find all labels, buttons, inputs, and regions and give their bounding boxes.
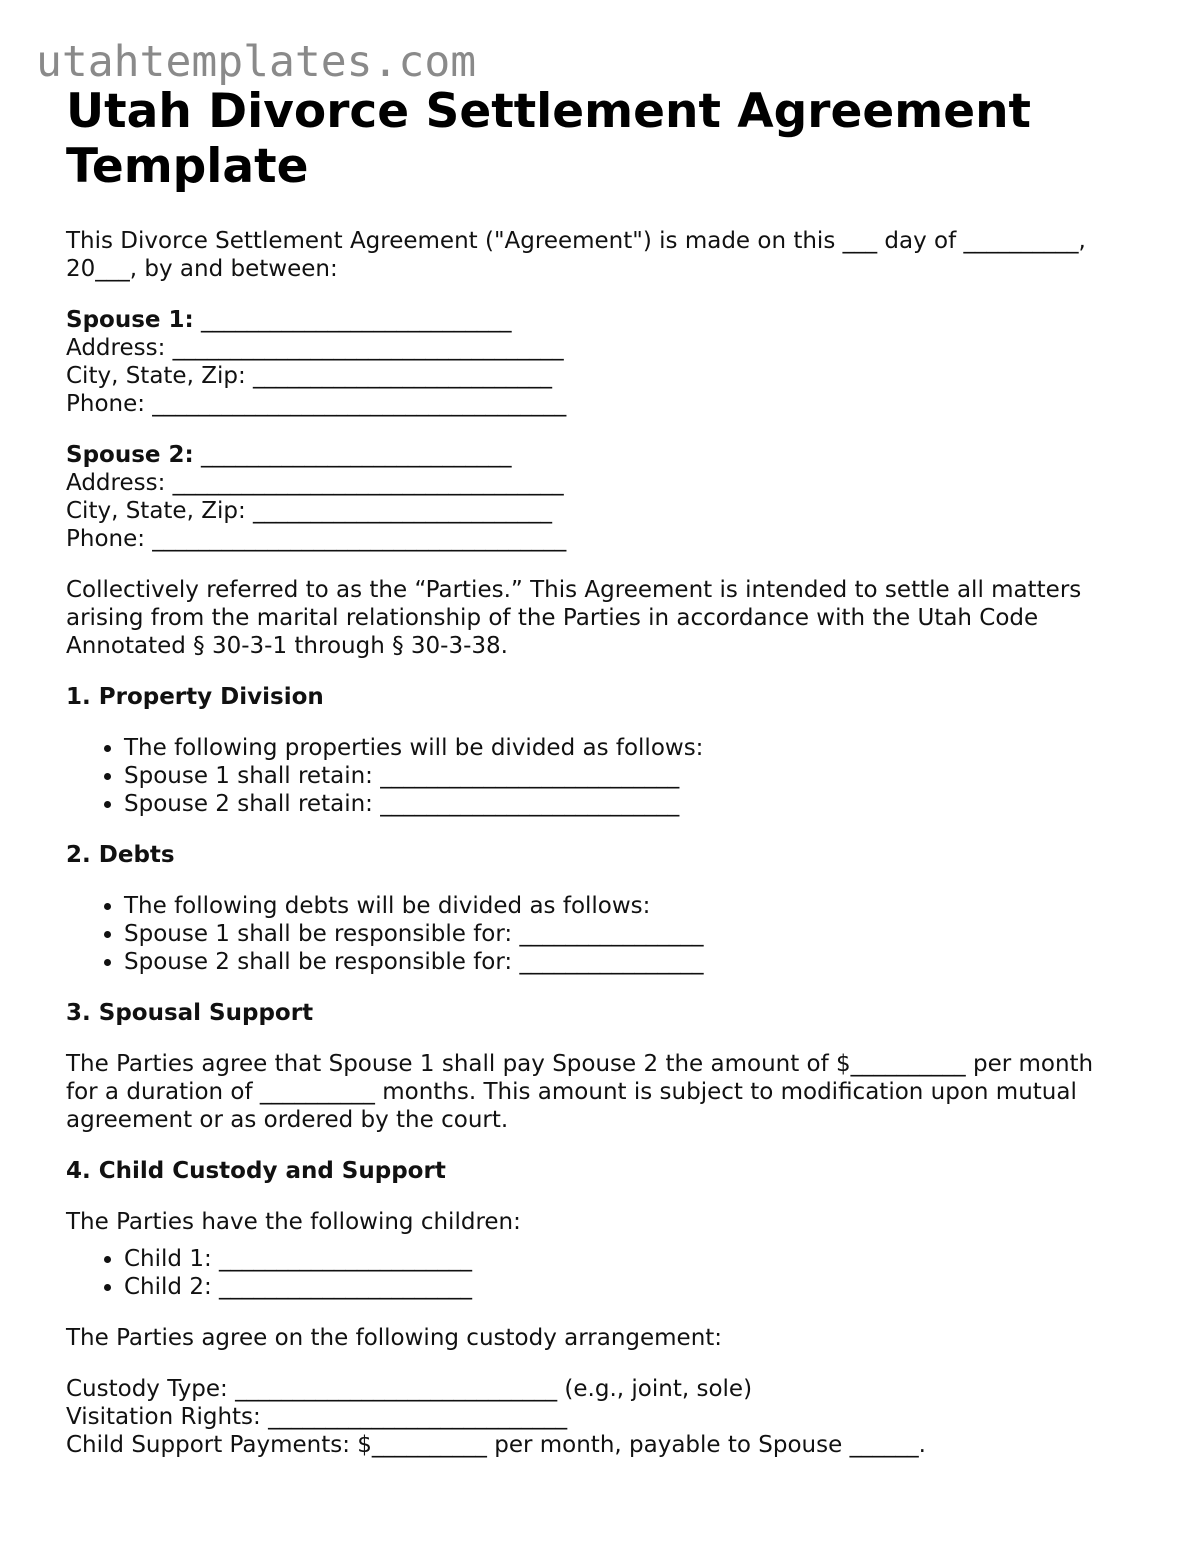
document-title: Utah Divorce Settlement Agreement Template	[66, 84, 1032, 194]
section-spousal-heading: 3. Spousal Support	[66, 1000, 314, 1026]
spouse-1-name-line	[66, 306, 1126, 334]
spousal-paragraph	[66, 1050, 1126, 1134]
parties-line-1: Collectively referred to as the “Parties.” This Agreement is intended to settle all matters	[66, 577, 1082, 603]
parties-line-3: Annotated § 30-3-1 through § 30-3-38.	[66, 633, 508, 659]
list-item: • Spouse 1 shall be responsible for: ________________	[124, 920, 1126, 948]
section-child-heading: 4. Child Custody and Support	[66, 1158, 446, 1184]
section-debts-heading: 2. Debts	[66, 842, 175, 868]
spouse-1-label: Spouse 1:	[66, 307, 194, 333]
intro-paragraph	[66, 227, 1126, 283]
spouse-1-address: Address: __________________________________	[66, 335, 564, 361]
spouse-2-address: Address: __________________________________	[66, 470, 564, 496]
list-item: • Spouse 2 shall be responsible for: ________________	[124, 948, 1126, 976]
debts-list	[66, 892, 1126, 976]
spouse-2-block	[66, 441, 1126, 553]
parties-line-2: arising from the marital relationship of the Parties in accordance with the Utah Code	[66, 605, 1039, 631]
spousal-line-2: for a duration of __________ months. This amount is subject to modification upon mutual	[66, 1079, 1077, 1105]
spouse-2-city-state-zip: City, State, Zip: __________________________	[66, 498, 553, 524]
spouse-2-phone: Phone: ____________________________________	[66, 526, 567, 552]
spouse-1-name-blank: ___________________________	[193, 307, 512, 333]
spousal-line-3: agreement or as ordered by the court.	[66, 1107, 509, 1133]
parties-paragraph	[66, 576, 1126, 660]
list-item: • Spouse 1 shall retain: __________________________	[124, 762, 1126, 790]
spouse-2-name-blank: ___________________________	[193, 442, 512, 468]
spouse-2-name-line	[66, 441, 1126, 469]
list-item: • The following properties will be divided as follows:	[124, 734, 1126, 762]
spouse-1-city-state-zip: City, State, Zip: __________________________	[66, 363, 553, 389]
spouse-1-phone: Phone: ____________________________________	[66, 391, 567, 417]
list-item: • The following debts will be divided as follows:	[124, 892, 1126, 920]
spouse-2-label: Spouse 2:	[66, 442, 194, 468]
custody-type-line: Custody Type: ____________________________ (e.g., joint, sole)	[66, 1376, 753, 1402]
list-item: • Child 2: ______________________	[124, 1273, 1126, 1301]
property-list	[66, 734, 1126, 818]
intro-line-1: This Divorce Settlement Agreement ("Agreement") is made on this ___ day of __________,	[66, 228, 1086, 254]
children-list	[66, 1245, 1126, 1301]
list-item: • Spouse 2 shall retain: __________________________	[124, 790, 1126, 818]
spouse-1-block	[66, 306, 1126, 418]
watermark-text: utahtemplates.com	[36, 37, 477, 87]
spousal-line-1: The Parties agree that Spouse 1 shall pay Spouse 2 the amount of $__________ per month	[66, 1051, 1094, 1077]
children-intro: The Parties have the following children:	[66, 1209, 521, 1235]
custody-intro: The Parties agree on the following custody arrangement:	[66, 1325, 723, 1351]
custody-details	[66, 1375, 1126, 1459]
list-item: • Child 1: ______________________	[124, 1245, 1126, 1273]
child-support-payments-line: Child Support Payments: $__________ per month, payable to Spouse ______.	[66, 1432, 926, 1458]
document-page	[66, 84, 1126, 1459]
intro-line-2: 20___, by and between:	[66, 256, 338, 282]
section-property-heading: 1. Property Division	[66, 684, 324, 710]
visitation-rights-line: Visitation Rights: __________________________	[66, 1404, 568, 1430]
